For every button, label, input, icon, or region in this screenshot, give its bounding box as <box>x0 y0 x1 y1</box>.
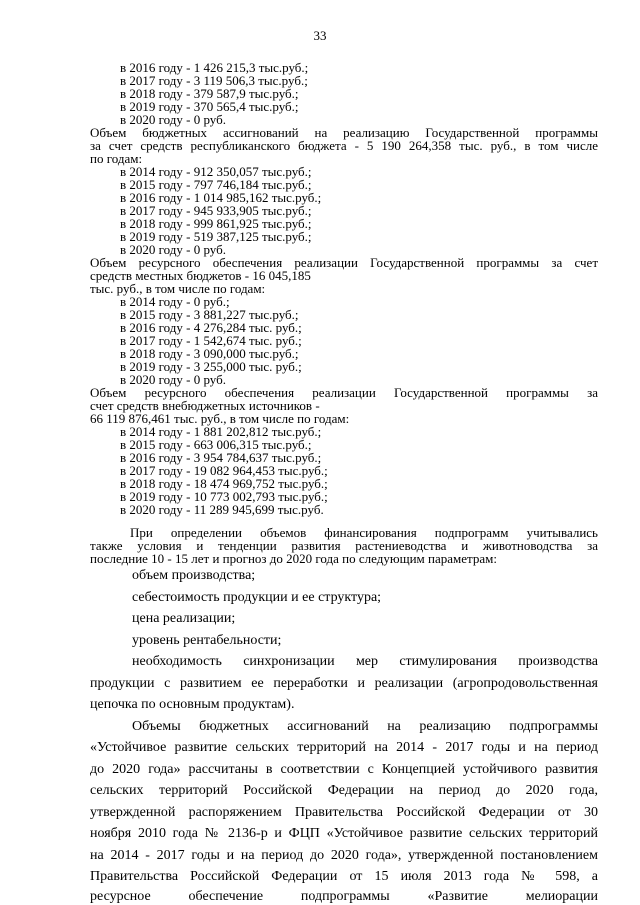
list-item: в 2014 году - 1 881 202,812 тыс.руб.; <box>120 424 322 439</box>
list-item: себестоимость продукции и ее структура; <box>132 590 382 605</box>
list-item: в 2020 году - 0 руб. <box>120 242 226 257</box>
list-item: уровень рентабельности; <box>132 633 282 648</box>
paragraph-line: Объем ресурсного обеспечения реализации Государственной программы за счет <box>90 255 598 270</box>
paragraph-line: сельских территорий Российской Федерации на период до 2020 года, <box>90 783 598 798</box>
list-item: в 2014 году - 0 руб.; <box>120 294 230 309</box>
paragraph-line: Объемы бюджетных ассигнований на реализацию подпрограммы <box>132 719 598 734</box>
paragraph-line: «Устойчивое развитие сельских территорий на 2014 - 2017 годы и на период <box>90 740 598 755</box>
list-item: в 2017 году - 1 542,674 тыс. руб.; <box>120 333 302 348</box>
list-item: в 2016 году - 1 014 985,162 тыс.руб.; <box>120 190 322 205</box>
list-item: в 2015 году - 663 006,315 тыс.руб.; <box>120 437 312 452</box>
list-item: в 2017 году - 3 119 506,3 тыс.руб.; <box>120 73 308 88</box>
paragraph-line: тыс. руб., в том числе по годам: <box>90 281 266 296</box>
list-item: в 2019 году - 370 565,4 тыс.руб.; <box>120 99 299 114</box>
list-item: в 2017 году - 945 933,905 тыс.руб.; <box>120 203 312 218</box>
list-item: в 2019 году - 3 255,000 тыс. руб.; <box>120 359 302 374</box>
paragraph-line: 66 119 876,461 тыс. руб., в том числе по годам: <box>90 411 350 426</box>
page-number: 33 <box>313 28 327 43</box>
list-item: в 2020 году - 0 руб. <box>120 372 226 387</box>
paragraph-line: счет средств внебюджетных источников - <box>90 398 320 413</box>
paragraph-line: При определении объемов финансирования подпрограмм учитывались <box>130 525 598 540</box>
list-item: в 2018 году - 379 587,9 тыс.руб.; <box>120 86 299 101</box>
paragraph-line: за счет средств республиканского бюджета - 5 190 264,358 тыс. руб., в том числе <box>90 138 598 153</box>
paragraph-line: также условия и тенденции развития растениеводства и животноводства за <box>90 538 598 553</box>
paragraph-line: на 2014 - 2017 годы и на период до 2020 года», утвержденной постановлением <box>90 848 598 863</box>
list-item: в 2018 году - 999 861,925 тыс.руб.; <box>120 216 312 231</box>
list-item: в 2015 году - 797 746,184 тыс.руб.; <box>120 177 312 192</box>
paragraph-line: ресурсное обеспечение подпрограммы «Развитие мелиорации <box>90 889 598 904</box>
list-item: в 2018 году - 18 474 969,752 тыс.руб.; <box>120 476 328 491</box>
paragraph-line: до 2020 года» рассчитаны в соответствии с Концепцией устойчивого развития <box>90 762 598 777</box>
paragraph-line: Объем бюджетных ассигнований на реализацию Государственной программы <box>90 125 598 140</box>
list-item: в 2018 году - 3 090,000 тыс.руб.; <box>120 346 299 361</box>
list-item: в 2014 году - 912 350,057 тыс.руб.; <box>120 164 312 179</box>
paragraph-line: ноября 2010 года № 2136-р и ФЦП «Устойчивое развитие сельских территорий <box>90 826 598 841</box>
list-item: в 2019 году - 10 773 002,793 тыс.руб.; <box>120 489 328 504</box>
list-item: в 2016 году - 1 426 215,3 тыс.руб.; <box>120 60 309 75</box>
paragraph-line: необходимость синхронизации мер стимулирования производства <box>132 654 598 669</box>
paragraph-line: утвержденной распоряжением Правительства Российской Федерации от 30 <box>90 805 598 820</box>
list-item: цена реализации; <box>132 611 236 626</box>
list-item: объем производства; <box>132 568 256 583</box>
list-item: в 2020 году - 0 руб. <box>120 112 226 127</box>
paragraph-line: Объем ресурсного обеспечения реализации Государственной программы за <box>90 385 598 400</box>
list-item: в 2016 году - 3 954 784,637 тыс.руб.; <box>120 450 322 465</box>
list-item: в 2015 году - 3 881,227 тыс.руб.; <box>120 307 299 322</box>
paragraph-line: по годам: <box>90 151 143 166</box>
paragraph-line: Правительства Российской Федерации от 15 июля 2013 года № 598, а <box>90 869 598 884</box>
list-item: в 2016 году - 4 276,284 тыс. руб.; <box>120 320 302 335</box>
paragraph-line: средств местных бюджетов - 16 045,185 <box>90 268 311 283</box>
paragraph-line: цепочка по основным продуктам). <box>90 697 295 712</box>
paragraph-line: последние 10 - 15 лет и прогноз до 2020 года по следующим параметрам: <box>90 551 497 566</box>
list-item: в 2020 году - 11 289 945,699 тыс.руб. <box>120 502 324 517</box>
list-item: в 2019 году - 519 387,125 тыс.руб.; <box>120 229 312 244</box>
paragraph-line: продукции с развитием ее переработки и реализации (агропродовольственная <box>90 676 598 691</box>
list-item: в 2017 году - 19 082 964,453 тыс.руб.; <box>120 463 328 478</box>
